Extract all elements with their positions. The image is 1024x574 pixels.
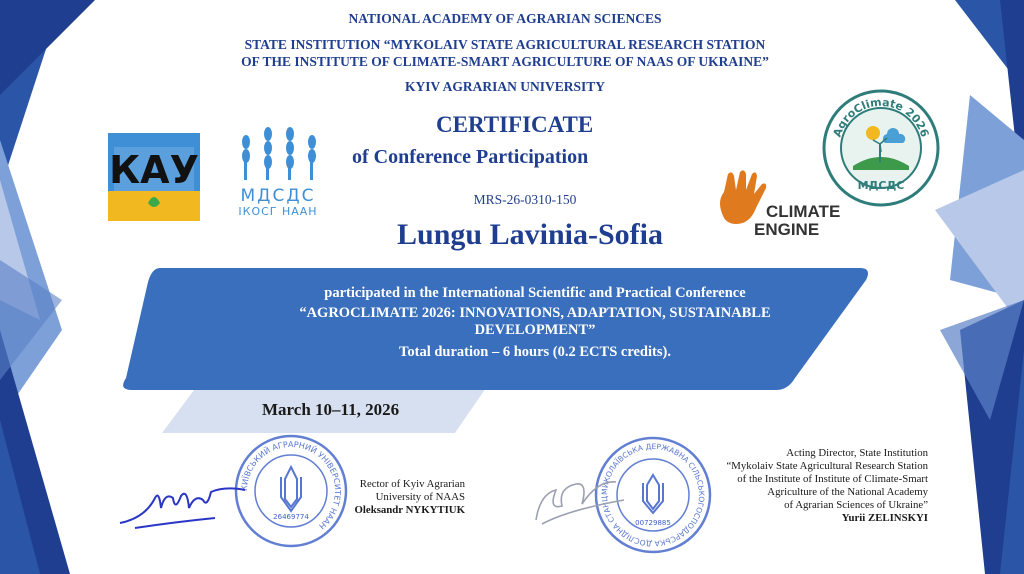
header-academy: NATIONAL ACADEMY OF AGRARIAN SCIENCES bbox=[348, 11, 662, 26]
certificate-subtitle: of Conference Participation bbox=[352, 146, 589, 168]
right-trident-icon bbox=[643, 475, 663, 513]
rector-title-line1: Rector of Kyiv Agrarian bbox=[359, 478, 465, 490]
mdsds-logo-text: МДСДС bbox=[240, 186, 316, 206]
hand-icon bbox=[714, 168, 774, 228]
director-name: Yurii ZELINSKYI bbox=[841, 512, 928, 524]
conference-name-line2: DEVELOPMENT” bbox=[474, 322, 596, 338]
sun-icon bbox=[866, 126, 880, 140]
left-seal-code: 26469774 bbox=[273, 513, 309, 521]
svg-text:КАУ: КАУ bbox=[109, 148, 199, 192]
climate-engine-text1: CLIMATE bbox=[766, 202, 841, 221]
agroclimate-bottom-text: МДСДС bbox=[857, 179, 905, 192]
rector-signature bbox=[115, 478, 285, 538]
conference-name-line1: “AGROCLIMATE 2026: INNOVATIONS, ADAPTATION, SUSTAINABLE bbox=[299, 305, 771, 321]
wheat-icon bbox=[228, 120, 328, 182]
certificate-code: MRS-26-0310-150 bbox=[473, 192, 577, 207]
director-signature bbox=[528, 470, 638, 530]
director-title-line5: of Agrarian Sciences of Ukraine” bbox=[784, 499, 928, 511]
agroclimate-badge bbox=[821, 88, 941, 208]
mdsds-logo-subtext: ІКОСГ НААН bbox=[238, 205, 318, 218]
right-seal-ring-text: МИКОЛАЇВСЬКА ДЕРЖАВНА СІЛЬСЬКОГОСПОДАРСЬКА ДОСЛІДНА СТАНЦ bbox=[599, 441, 707, 549]
recipient-name: Lungu Lavinia-Sofia bbox=[397, 218, 663, 251]
director-title-line4: Agriculture of the National Academy bbox=[767, 486, 928, 498]
agroclimate-ring-text: AgroClimate 2026 bbox=[830, 95, 932, 139]
director-title-line2: “Mykolaiv State Agricultural Research Station bbox=[726, 460, 928, 472]
header-institution-line1: STATE INSTITUTION “MYKOLAIV STATE AGRICULTURAL RESEARCH STATION bbox=[244, 37, 766, 52]
conference-date: March 10–11, 2026 bbox=[262, 400, 400, 419]
director-title-line3: of the Institute of Institute of Climate-Smart bbox=[737, 473, 928, 485]
rector-title-line2: University of NAAS bbox=[375, 491, 465, 503]
kau-logo bbox=[108, 133, 200, 221]
rector-name: Oleksandr NYKYTIUK bbox=[354, 504, 465, 516]
right-seal-code: 00729885 bbox=[635, 519, 671, 527]
duration-line: Total duration – 6 hours (0.2 ECTS credits). bbox=[399, 344, 671, 360]
certificate-title: CERTIFICATE bbox=[436, 112, 594, 137]
mdsds-logo bbox=[228, 120, 328, 220]
director-title-line1: Acting Director, State Institution bbox=[786, 447, 928, 459]
header-university: KYIV AGRARIAN UNIVERSITY bbox=[404, 79, 606, 94]
header-institution-line2: OF THE INSTITUTE OF CLIMATE-SMART AGRICULTURE OF NAAS OF UKRAINE” bbox=[241, 54, 769, 69]
climate-engine-text2: ENGINE bbox=[754, 220, 820, 239]
left-seal-ring-text: КИЇВСЬКИЙ АГРАРНИЙ УНІВЕРСИТЕТ НААН bbox=[239, 439, 343, 531]
participation-line: participated in the International Scientific and Practical Conference bbox=[324, 285, 746, 301]
